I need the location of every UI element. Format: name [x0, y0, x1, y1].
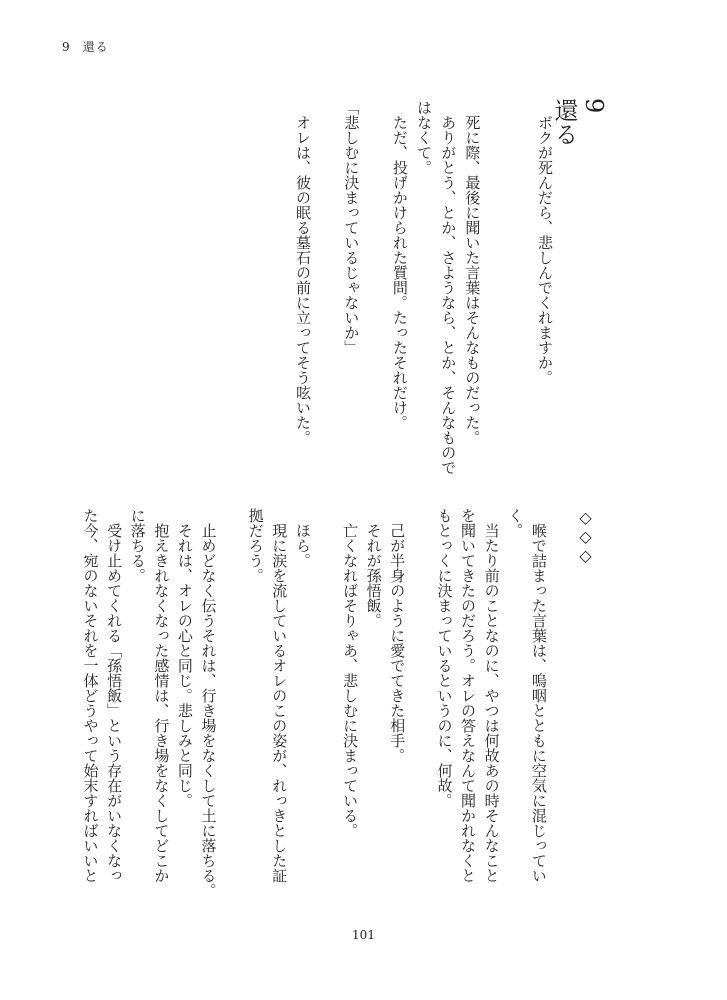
- running-head-number: 9: [62, 40, 71, 54]
- text-line: 抱えきれなくなった感情は、行き場をなくしてどこか: [152, 508, 171, 883]
- text-line: 受け止めてくれる「孫悟飯」という存在がいなくなっ: [105, 508, 124, 883]
- blank-line: [484, 100, 508, 478]
- chapter-number: 9: [580, 98, 608, 114]
- text-line: 亡くなればそりゃあ、悲しむに決まっている。: [341, 508, 360, 838]
- text-line: 現に涙を流しているオレのこの姿が、れっきとした証: [270, 508, 289, 883]
- text-line: く。: [506, 508, 525, 538]
- blank-line: [363, 100, 387, 478]
- running-head-title: 還る: [82, 40, 109, 54]
- text-line: それが孫悟飯。: [364, 508, 383, 628]
- blank-line: [315, 100, 339, 478]
- page-number: 101: [352, 928, 375, 942]
- text-line: 死に際、最後に聞いた言葉はそんなものだった。: [463, 100, 482, 445]
- text-line: に落ちる。: [128, 508, 147, 583]
- body-text-upper: [291, 100, 557, 478]
- running-head: [62, 38, 121, 55]
- text-line: 「悲しむに決まっているじゃないか」: [342, 100, 361, 355]
- text-line: ただ、投げかけられた質問。たったそれだけ。: [390, 100, 409, 430]
- text-line: た今、宛のないそれを一体どうやって始末すればいいと: [81, 508, 100, 883]
- text-line: オレは、彼の眠る墓石の前に立ってそう呟いた。: [294, 100, 313, 445]
- text-line: 当たり前のことなのに、やつは何故あの時そんなこと: [482, 508, 501, 883]
- text-line: ボクが死んだら、悲しんでくれますか。: [536, 100, 554, 385]
- blank-line: [550, 508, 574, 886]
- text-line: 己が半身のように愛でてきた相手。: [388, 508, 407, 763]
- chapter-title: 還る: [550, 98, 578, 146]
- blank-line: [220, 508, 244, 886]
- blank-line: [314, 508, 338, 886]
- text-line: ありがとう、とか、さようなら、とか、そんなもので: [439, 100, 458, 475]
- text-line: はなくて。: [415, 100, 434, 175]
- chapter-heading: [550, 98, 609, 146]
- text-line: 拠だろう。: [246, 508, 265, 583]
- text-line: 止めどなく伝うそれは、行き場をなくして土に落ちる。: [199, 508, 218, 898]
- text-line: それは、オレの心と同じ。悲しみと同じ。: [175, 508, 194, 808]
- blank-line: [509, 100, 533, 478]
- section-break: ◇◇◇: [576, 508, 595, 565]
- text-line: 喉で詰まった言葉は、嗚咽とともに空気に混じってい: [529, 508, 548, 883]
- text-line: もとっくに決まっているというのに、何故。: [435, 508, 454, 808]
- text-line: を聞いてきたのだろう。オレの答えなんて聞かれなくと: [459, 508, 478, 883]
- text-line: ほら。: [293, 508, 312, 568]
- body-text-lower: [78, 508, 597, 898]
- blank-line: [408, 508, 432, 886]
